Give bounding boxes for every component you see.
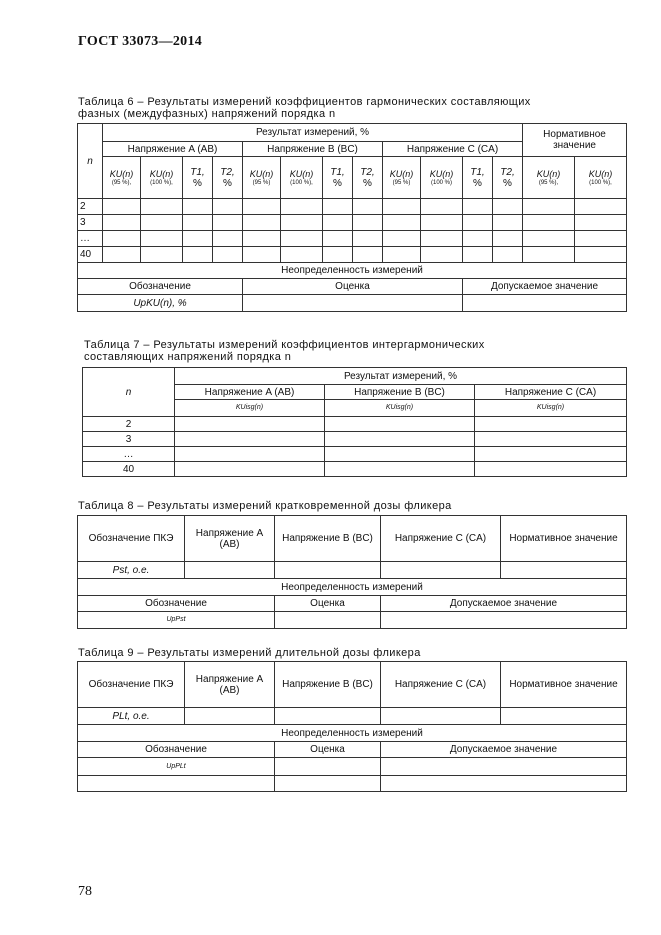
table-row bbox=[83, 462, 627, 477]
t6-allowed-header: Допускаемое значение bbox=[463, 279, 627, 295]
t9-norm-header: Нормативное значение bbox=[501, 662, 627, 708]
table-row bbox=[78, 247, 627, 263]
t6-uncertainty-symbol: UpKU(n), % bbox=[78, 295, 243, 312]
t7-voltage-c: Напряжение C (CA) bbox=[475, 385, 627, 400]
t8-p-label: Pst, о.е. bbox=[78, 562, 185, 579]
t6-k95-c: KU(n) (95 %) bbox=[383, 157, 421, 199]
t6-voltage-b: Напряжение B (BC) bbox=[243, 142, 383, 157]
t9-p-label: PLt, о.е. bbox=[78, 708, 185, 725]
t9-pke-header: Обозначение ПКЭ bbox=[78, 662, 185, 708]
t6-k95-norm: KU(n) (95 %), bbox=[523, 157, 575, 199]
t6-row-n: 40 bbox=[78, 247, 103, 263]
t7-result-header: Результат измерений, % bbox=[175, 368, 627, 385]
table-row bbox=[78, 199, 627, 215]
table7-caption-line1: Таблица 7 – Результаты измерений коэффициентов интергармонических bbox=[84, 339, 485, 351]
t8-designation-header: Обозначение bbox=[78, 596, 275, 612]
t6-row-n: 2 bbox=[78, 199, 103, 215]
table9-caption: Таблица 9 – Результаты измерений длительной дозы фликера bbox=[78, 647, 421, 659]
t9-designation-header: Обозначение bbox=[78, 742, 275, 758]
table7 bbox=[82, 367, 627, 477]
table-row bbox=[78, 231, 627, 247]
t9-voltage-c: Напряжение C (CA) bbox=[381, 662, 501, 708]
t8-uncertainty-symbol: UpPst bbox=[78, 612, 275, 629]
t6-result-header: Результат измерений, % bbox=[103, 124, 523, 142]
t6-t1-b: T1, % bbox=[323, 157, 353, 199]
t7-k-a: KUisg(n) bbox=[175, 400, 325, 417]
t9-estimate-header: Оценка bbox=[275, 742, 381, 758]
t6-t2-c: T2, % bbox=[493, 157, 523, 199]
table-row bbox=[83, 417, 627, 432]
t6-k95-a: KU(n) (95 %), bbox=[103, 157, 141, 199]
t7-row-n: 40 bbox=[83, 462, 175, 477]
t6-uncertainty-header: Неопределенность измерений bbox=[78, 263, 627, 279]
t9-voltage-b: Напряжение B (BC) bbox=[275, 662, 381, 708]
t6-k100-norm: KU(n) (100 %), bbox=[575, 157, 627, 199]
table6-caption-line1: Таблица 6 – Результаты измерений коэффициентов гармонических составляющих bbox=[78, 96, 531, 108]
table6-caption-line2: фазных (междуфазных) напряжений порядка n bbox=[78, 108, 336, 120]
t9-allowed-header: Допускаемое значение bbox=[381, 742, 627, 758]
t6-estimate-header: Оценка bbox=[243, 279, 463, 295]
t7-n-header: n bbox=[83, 368, 175, 417]
t7-k-c: KUisg(n) bbox=[475, 400, 627, 417]
t6-row-n: 3 bbox=[78, 215, 103, 231]
t6-k100-a: KU(n) (100 %), bbox=[141, 157, 183, 199]
t6-t2-a: T2, % bbox=[213, 157, 243, 199]
t8-voltage-a: Напряжение A (AB) bbox=[185, 516, 275, 562]
t6-voltage-c: Напряжение C (CA) bbox=[383, 142, 523, 157]
t9-voltage-a: Напряжение A (AB) bbox=[185, 662, 275, 708]
t6-designation-header: Обозначение bbox=[78, 279, 243, 295]
document-header: ГОСТ 33073—2014 bbox=[78, 34, 203, 49]
t8-pke-header: Обозначение ПКЭ bbox=[78, 516, 185, 562]
t6-k95-b: KU(n) (95 %) bbox=[243, 157, 281, 199]
t7-voltage-b: Напряжение B (BC) bbox=[325, 385, 475, 400]
t6-t1-c: T1, % bbox=[463, 157, 493, 199]
t8-norm-header: Нормативное значение bbox=[501, 516, 627, 562]
t6-n-header: n bbox=[78, 124, 103, 199]
table6-caption bbox=[78, 96, 531, 120]
t8-voltage-c: Напряжение C (CA) bbox=[381, 516, 501, 562]
t6-t1-a: T1, % bbox=[183, 157, 213, 199]
t6-k100-b: KU(n) (100 %), bbox=[281, 157, 323, 199]
t7-row-n: … bbox=[83, 447, 175, 462]
table8 bbox=[77, 515, 627, 629]
table8-caption: Таблица 8 – Результаты измерений кратковременной дозы фликера bbox=[78, 500, 452, 512]
t6-t2-b: T2, % bbox=[353, 157, 383, 199]
t6-k100-c: KU(n) (100 %) bbox=[421, 157, 463, 199]
t7-row-n: 3 bbox=[83, 432, 175, 447]
t8-voltage-b: Напряжение B (BC) bbox=[275, 516, 381, 562]
table6 bbox=[77, 123, 627, 312]
table7-caption bbox=[84, 339, 485, 363]
table9 bbox=[77, 661, 627, 792]
t6-voltage-a: Напряжение A (AB) bbox=[103, 142, 243, 157]
t8-uncertainty-header: Неопределенность измерений bbox=[78, 579, 627, 596]
page-number: 78 bbox=[78, 884, 92, 899]
table-row bbox=[78, 215, 627, 231]
table-row bbox=[83, 432, 627, 447]
table7-caption-line2: составляющих напряжений порядка n bbox=[84, 351, 292, 363]
t8-estimate-header: Оценка bbox=[275, 596, 381, 612]
t6-row-n: … bbox=[78, 231, 103, 247]
table-row bbox=[83, 447, 627, 462]
t6-norm-header: Нормативное значение bbox=[523, 124, 627, 157]
t9-uncertainty-symbol: UpPLt bbox=[78, 758, 275, 776]
t8-allowed-header: Допускаемое значение bbox=[381, 596, 627, 612]
t7-row-n: 2 bbox=[83, 417, 175, 432]
t9-uncertainty-header: Неопределенность измерений bbox=[78, 725, 627, 742]
t7-voltage-a: Напряжение A (AB) bbox=[175, 385, 325, 400]
t7-k-b: KUisg(n) bbox=[325, 400, 475, 417]
